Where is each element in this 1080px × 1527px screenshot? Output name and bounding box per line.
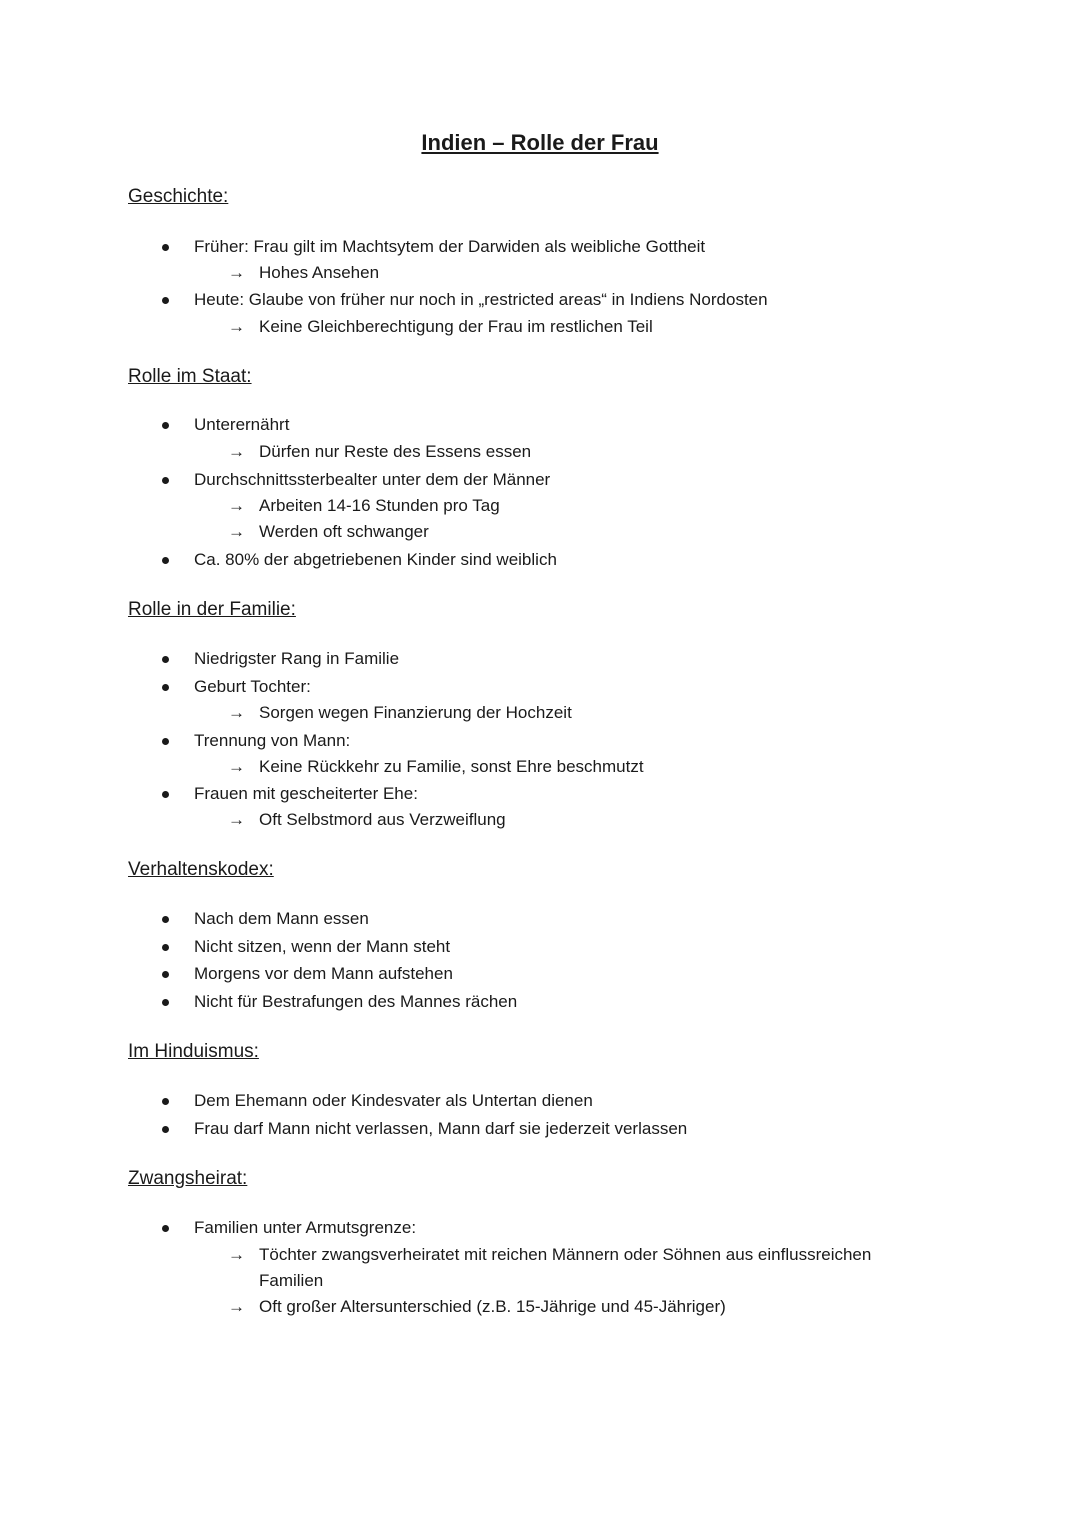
list-item: Dem Ehemann oder Kindesvater als Untertan dienen	[194, 1091, 593, 1110]
sub-list-item	[228, 442, 531, 462]
sub-item-text: Dürfen nur Reste des Essens essen	[259, 442, 532, 461]
section-heading-verhaltenskodex: Verhaltenskodex:	[128, 859, 274, 880]
section-heading-familie: Rolle in der Familie:	[128, 599, 296, 620]
list-item: Unterernährt	[194, 415, 290, 434]
sub-item-continuation: Familien	[259, 1271, 324, 1290]
sub-item-text: Werden oft schwanger	[259, 522, 429, 541]
bullet-icon	[162, 684, 169, 691]
sub-list-item	[228, 810, 506, 830]
bullet-icon	[162, 944, 169, 951]
bullet-icon	[162, 477, 169, 484]
sub-item-text: Keine Gleichberechtigung der Frau im restlichen Teil	[259, 317, 653, 336]
bullet-icon	[162, 656, 169, 663]
list-item: Heute: Glaube von früher nur noch in „restricted areas“ in Indiens Nordosten	[194, 290, 768, 309]
list-item: Niedrigster Rang in Familie	[194, 649, 400, 668]
bullet-icon	[162, 999, 169, 1006]
list-item: Familien unter Armutsgrenze:	[194, 1218, 417, 1237]
sub-list-item	[228, 1297, 726, 1317]
section-heading-staat: Rolle im Staat:	[128, 366, 252, 387]
sub-list-item	[228, 1245, 871, 1265]
sub-item-text: Keine Rückkehr zu Familie, sonst Ehre beschmutzt	[259, 757, 644, 776]
list-item: Ca. 80% der abgetriebenen Kinder sind weiblich	[194, 550, 557, 569]
bullet-icon	[162, 244, 169, 251]
sub-list-item	[228, 317, 653, 337]
arrow-right-icon: →	[228, 757, 245, 776]
bullet-icon	[162, 297, 169, 304]
list-item: Frau darf Mann nicht verlassen, Mann darf sie jederzeit verlassen	[194, 1119, 688, 1138]
arrow-right-icon: →	[228, 317, 245, 336]
list-item: Geburt Tochter:	[194, 677, 311, 696]
sub-item-text: Hohes Ansehen	[259, 263, 380, 282]
sub-list-item	[228, 522, 429, 542]
arrow-right-icon: →	[228, 263, 245, 282]
arrow-right-icon: →	[228, 442, 245, 461]
list-item: Nicht für Bestrafungen des Mannes rächen	[194, 992, 518, 1011]
arrow-right-icon: →	[228, 496, 245, 515]
arrow-right-icon: →	[228, 703, 245, 722]
list-item: Trennung von Mann:	[194, 731, 351, 750]
bullet-icon	[162, 971, 169, 978]
list-item: Durchschnittssterbealter unter dem der Männer	[194, 470, 551, 489]
sub-item-text: Arbeiten 14-16 Stunden pro Tag	[259, 496, 500, 515]
sub-item-text: Sorgen wegen Finanzierung der Hochzeit	[259, 703, 572, 722]
bullet-icon	[162, 791, 169, 798]
bullet-icon	[162, 916, 169, 923]
arrow-right-icon: →	[228, 1245, 245, 1264]
sub-item-text: Töchter zwangsverheiratet mit reichen Männern oder Söhnen aus einflussreichen	[259, 1245, 872, 1264]
section-heading-hinduismus: Im Hinduismus:	[128, 1041, 259, 1062]
section-heading-zwangsheirat: Zwangsheirat:	[128, 1168, 248, 1189]
bullet-icon	[162, 557, 169, 564]
section-heading-geschichte: Geschichte:	[128, 186, 229, 207]
sub-list-item	[228, 496, 500, 516]
arrow-right-icon: →	[228, 810, 245, 829]
sub-list-item	[228, 757, 644, 777]
arrow-right-icon: →	[228, 1297, 245, 1316]
sub-item-text: Oft Selbstmord aus Verzweiflung	[259, 810, 506, 829]
list-item: Morgens vor dem Mann aufstehen	[194, 964, 453, 983]
sub-list-item	[228, 263, 379, 283]
bullet-icon	[162, 738, 169, 745]
list-item: Früher: Frau gilt im Machtsytem der Darwiden als weibliche Gottheit	[194, 237, 706, 256]
arrow-right-icon: →	[228, 522, 245, 541]
list-item: Nicht sitzen, wenn der Mann steht	[194, 937, 451, 956]
bullet-icon	[162, 1098, 169, 1105]
sub-list-item	[228, 703, 572, 723]
page-title: Indien – Rolle der Frau	[421, 130, 659, 155]
bullet-icon	[162, 422, 169, 429]
bullet-icon	[162, 1225, 169, 1232]
list-item: Nach dem Mann essen	[194, 909, 369, 928]
bullet-icon	[162, 1126, 169, 1133]
sub-item-text: Oft großer Altersunterschied (z.B. 15-Jährige und 45-Jähriger)	[259, 1297, 726, 1316]
list-item: Frauen mit gescheiterter Ehe:	[194, 784, 418, 803]
